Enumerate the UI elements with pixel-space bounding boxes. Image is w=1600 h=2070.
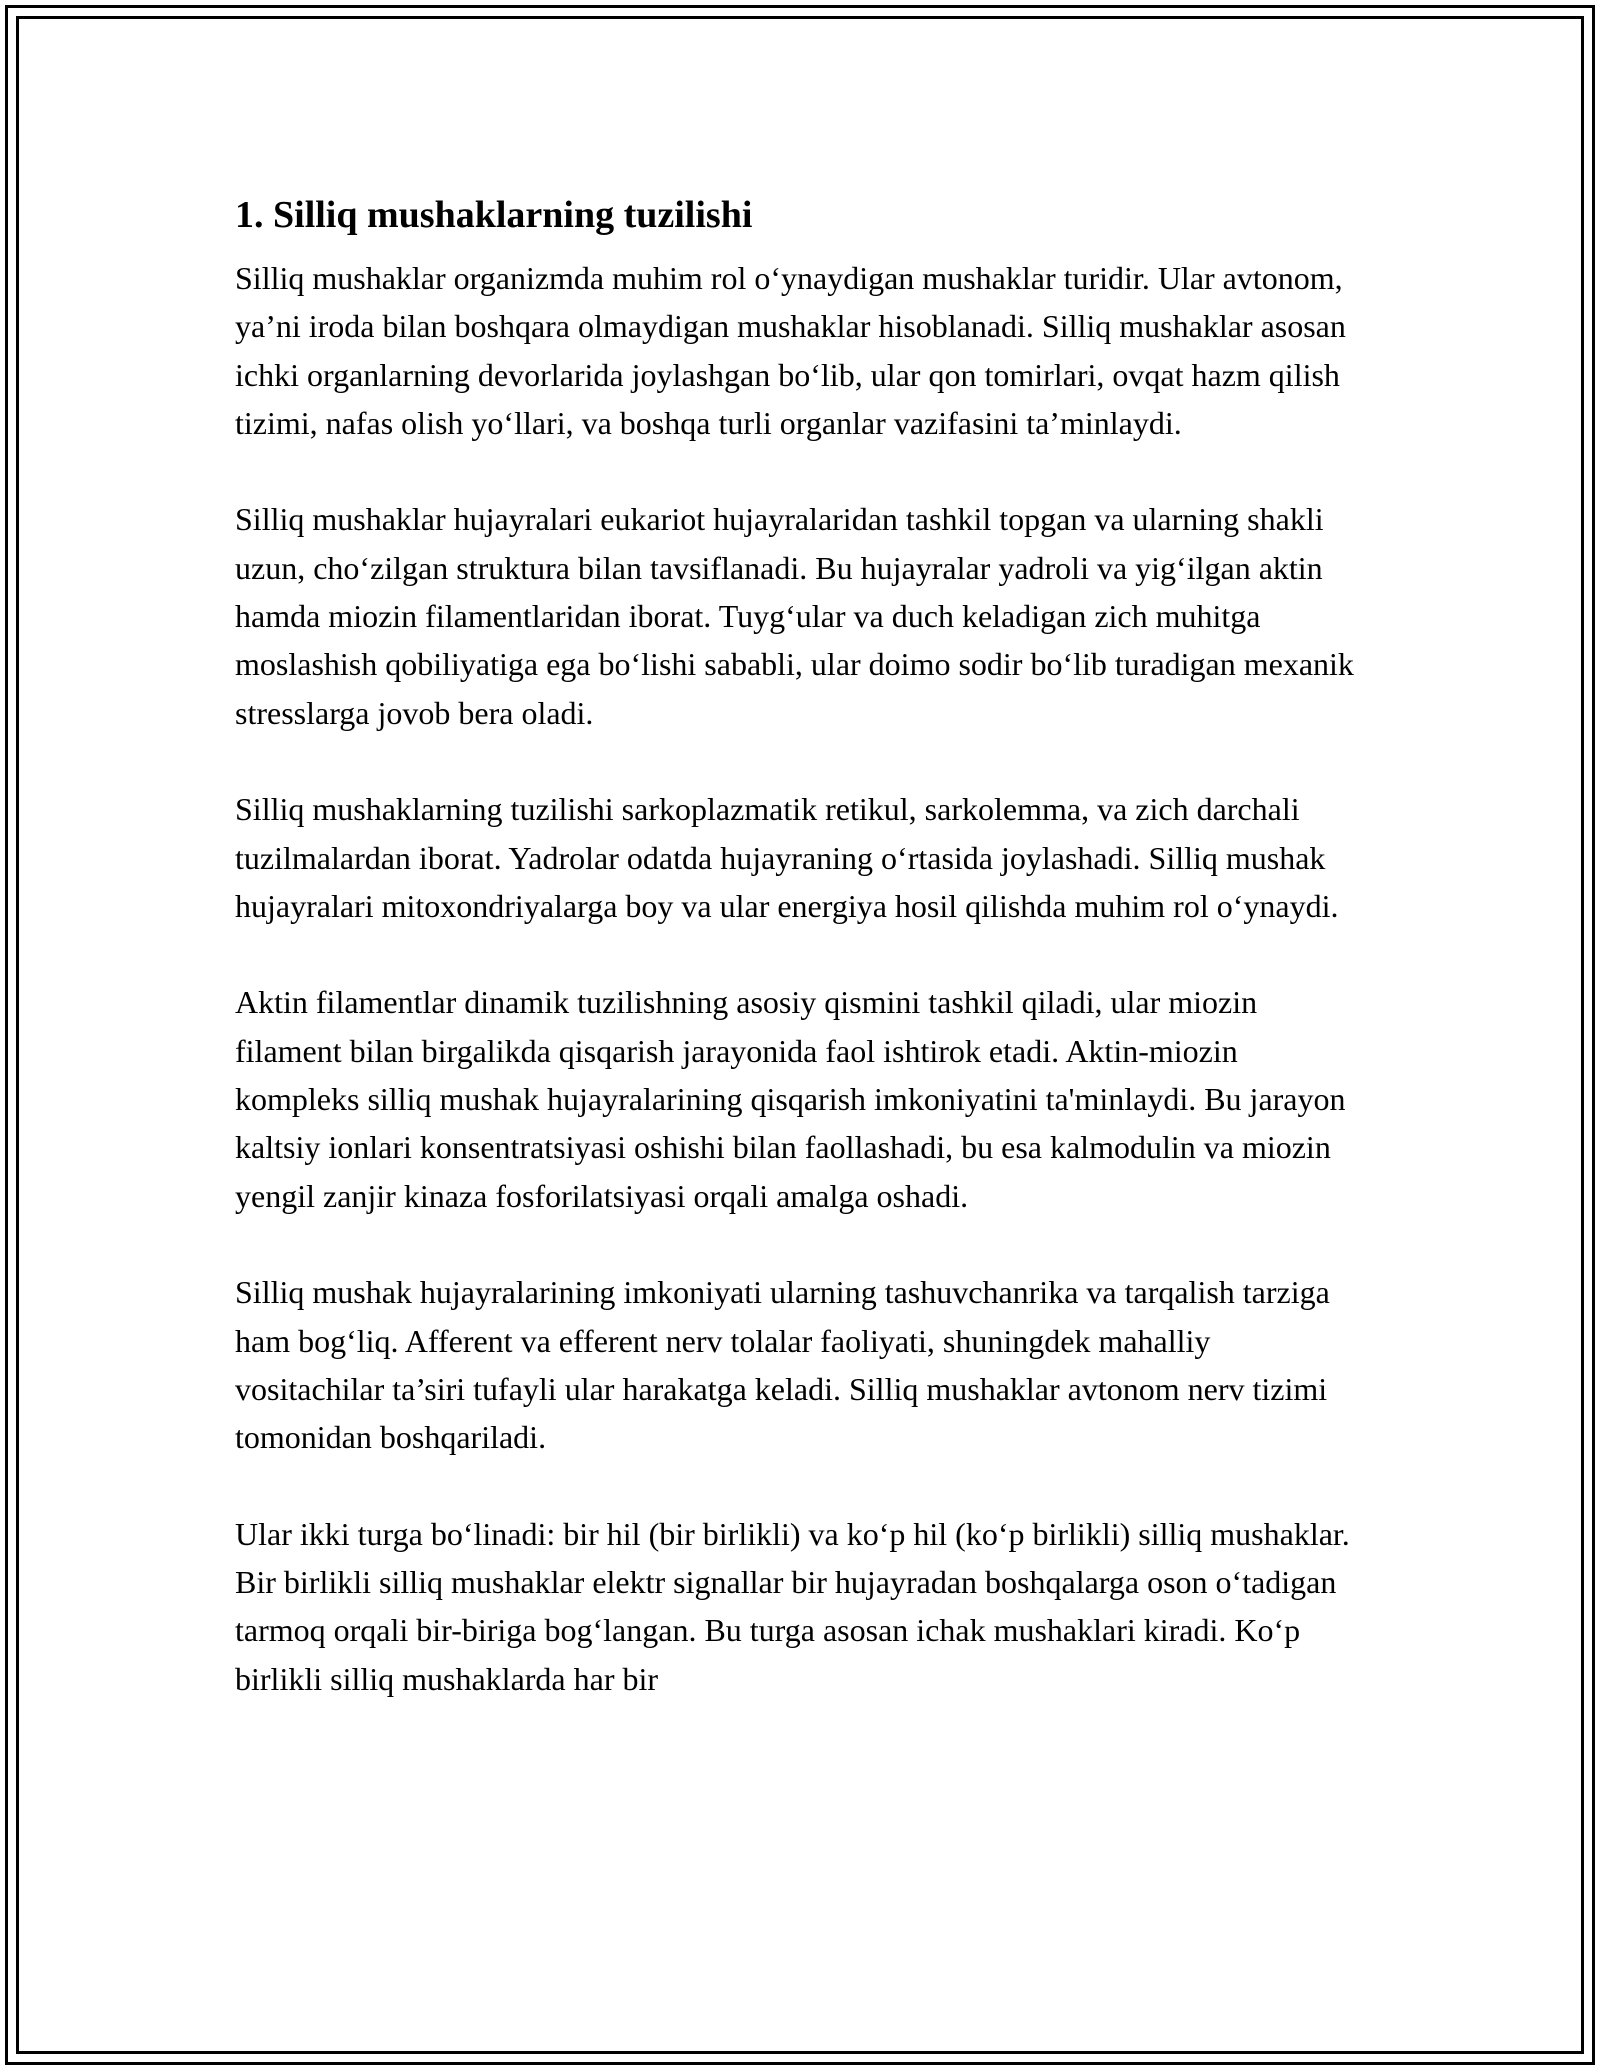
paragraph-3: Silliq mushaklarning tuzilishi sarkoplazmatik retikul, sarkolemma, va zich darchali tuzilmalardan iborat. Yadrolar odatda hujayraning o‘rtasida joylashadi. Silliq mushak hujayralari mitoxondriyalarga boy va ular energiya hosil qilishda muhim rol o‘ynaydi. — [235, 791, 1339, 924]
paragraph-1: Silliq mushaklar organizmda muhim rol o‘ynaydigan mushaklar turidir. Ular avtonom, ya’ni iroda bilan boshqara olmaydigan mushaklar hisoblanadi. Silliq mushaklar asosan ichki organlarning devorlarida joylashgan bo‘lib, ular qon tomirlari, ovqat hazm qilish tizimi, nafas olish yo‘llari, va boshqa turli organlar vazifasini ta’minlaydi. — [235, 260, 1346, 441]
paragraph-6: Ular ikki turga bo‘linadi: bir hil (bir birlikli) va ko‘p hil (ko‘p birlikli) silliq mushaklar. Bir birlikli silliq mushaklar elektr signallar bir hujayradan boshqalarga oson o‘tadigan tarmoq orqali bir-biriga bog‘langan. Bu turga asosan ichak mushaklari kiradi. Ko‘p birlikli silliq mushaklarda har bir — [235, 1515, 1350, 1697]
section-heading: 1. Silliq mushaklarning tuzilishi — [235, 194, 753, 236]
paragraph-4: Aktin filamentlar dinamik tuzilishning asosiy qismini tashkil qiladi, ular miozin filament bilan birgalikda qisqarish jarayonida faol ishtirok etadi. Aktin-miozin kompleks silliq mushak hujayralarining qisqarish imkoniyatini ta'minlaydi. Bu jarayon kaltsiy ionlari konsentratsiyasi oshishi bilan faollashadi, bu esa kalmodulin va miozin yengil zanjir kinaza fosforilatsiyasi orqali amalga oshadi. — [235, 984, 1346, 1214]
document-body — [235, 188, 1365, 1751]
paragraph-5: Silliq mushak hujayralarining imkoniyati ularning tashuvchanrika va tarqalish tarziga ham bog‘liq. Afferent va efferent nerv tolalar faoliyati, shuningdek mahalliy vositachilar ta’siri tufayli ular harakatga keladi. Silliq mushaklar avtonom nerv tizimi tomonidan boshqariladi. — [235, 1274, 1330, 1456]
paragraph-2: Silliq mushaklar hujayralari eukariot hujayralaridan tashkil topgan va ularning shakli uzun, cho‘zilgan struktura bilan tavsiflanadi. Bu hujayralar yadroli va yig‘ilgan aktin hamda miozin filamentlaridan iborat. Tuyg‘ular va duch keladigan zich muhitga moslashish qobiliyatiga ega bo‘lishi sababli, ular doimo sodir bo‘lib turadigan mexanik stresslarga jovob bera oladi. — [235, 501, 1354, 731]
